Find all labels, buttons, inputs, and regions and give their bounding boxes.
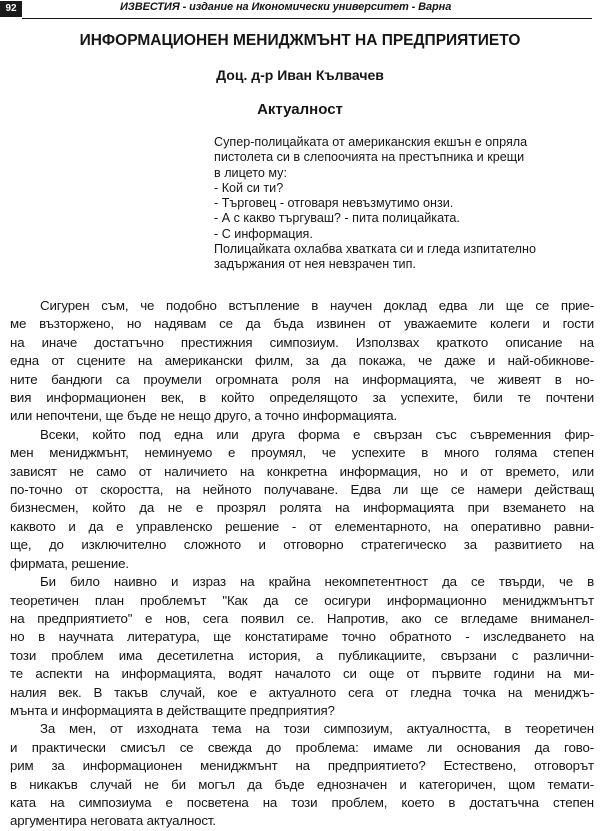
header-rule: [22, 18, 592, 19]
epigraph-line: задържания от нея невзрачен тип.: [214, 257, 416, 272]
article-title: ИНФОРМАЦИОНЕН МЕНИДЖМЪНТ НА ПРЕДПРИЯТИЕТО: [79, 32, 521, 49]
paragraph-first-line: Всеки, който под една или друга форма е свързан със съвременния фир-: [40, 426, 594, 442]
body-line: бизнесмен, който да не е прозрял ролята на информацията при вземането на: [10, 500, 594, 516]
body-line: но в научната литература, ще констатираме точно обратното - изследването на: [10, 629, 594, 645]
body-line: налия век. В такъв случай, кое е актуалното сега от гледна точка на мениджъ-: [10, 684, 594, 700]
body-line: те аспекти на информацията, водят началото си още от първите години на ми-: [10, 666, 594, 682]
body-line: на предприятието" е нов, сега появил се. Напротив, ако се вгледаме вниманел-: [10, 610, 594, 626]
body-line: теоретичен план проблемът "Как да се осигури информационно мениджмънтът: [10, 592, 594, 608]
body-line: аргументира неговата актуалност.: [10, 813, 216, 829]
body-line: фирмата, решение.: [10, 555, 129, 571]
page-header: [0, 0, 600, 19]
epigraph-line: - А с какво търгуваш? - пита полицайката.: [214, 211, 460, 226]
epigraph-line: - Кой си ти?: [214, 180, 284, 195]
paragraph-first-line: За мен, от изходната тема на този симпозиум, актуалността, в теоретичен: [40, 721, 594, 737]
body-line: и практически смисъл се свежда до проблема: имаме ли основания да гово-: [10, 739, 594, 755]
epigraph-line: пистолета си в слепоочията на престъпника и крещи: [214, 150, 525, 165]
body-line: мен мениджмънт, неминуемо е проумял, че успехите в много голяма степен: [10, 445, 594, 461]
body-text: [10, 297, 594, 831]
body-line: ще, до изключително сложното и отговорно стратегическо за развитието на: [10, 537, 594, 553]
paragraph-first-line: Сигурен съм, че подобно встъпление в научен доклад едва ли ще се прие-: [40, 298, 594, 313]
epigraph-line: в лицето му:: [214, 165, 287, 180]
body-line: ните бандюги са проумели огромната роля на информацията, че живеят в но-: [10, 371, 594, 387]
section-heading: Актуалност: [257, 101, 343, 118]
body-line: вия информационен век, в който определящото за успехите, били те почтени: [10, 390, 594, 406]
body-line: ме възторжено, но надявам се да бъда извинен от уважаемите колеги и гости: [10, 316, 594, 332]
epigraph: [214, 135, 594, 273]
body-line: една от сцените на американски филм, за да покажа, че даже и най-обикнове-: [10, 353, 594, 369]
body-line: в никакъв случай не би могъл да бъде еднозначен и категоричен, щом темати-: [10, 776, 594, 792]
body-line: мънта и информацията в действащите предприятия?: [10, 702, 335, 718]
body-line: по-точно от скоростта, на нейното получаване. Едва ли ще се намери действащ: [10, 482, 594, 498]
page-number: 92: [0, 1, 22, 17]
body-line: ката на симпозиума е посветена на този проблем, което в достатъчна степен: [10, 794, 594, 810]
epigraph-line: Полицайката охлабва хватката си и гледа изпитателно: [214, 242, 536, 257]
article-author: Доц. д-р Иван Кълвачев: [216, 67, 384, 83]
body-line: зависят не само от наличието на конкретна информация, но и от времето, или: [10, 463, 594, 479]
epigraph-line: - Търговец - отговаря невъзмутимо онзи.: [214, 196, 454, 211]
body-line: каквото и да е управленско решение - от елементарното, на оперативно равни-: [10, 518, 594, 534]
body-line: или непочтени, ще бъде не нещо друго, а точно информацията.: [10, 408, 397, 424]
epigraph-line: Супер-полицайката от американския екшън е опряла: [214, 135, 528, 149]
epigraph-line: - С информация.: [214, 226, 313, 241]
body-line: рим за информационен мениджмънт на предприятието? Естествено, отговорът: [10, 758, 594, 774]
running-head: ИЗВЕСТИЯ - издание на Икономически университет - Варна: [120, 1, 452, 13]
body-line: този проблем има десетилетна история, а публикациите, свързани с различни-: [10, 647, 594, 663]
body-line: на иначе достатъчно престижния симпозиум. Използвах краткото описание на: [10, 334, 594, 350]
paragraph-first-line: Би било наивно и израз на крайна некомпетентност да се твърди, че в: [40, 574, 594, 590]
